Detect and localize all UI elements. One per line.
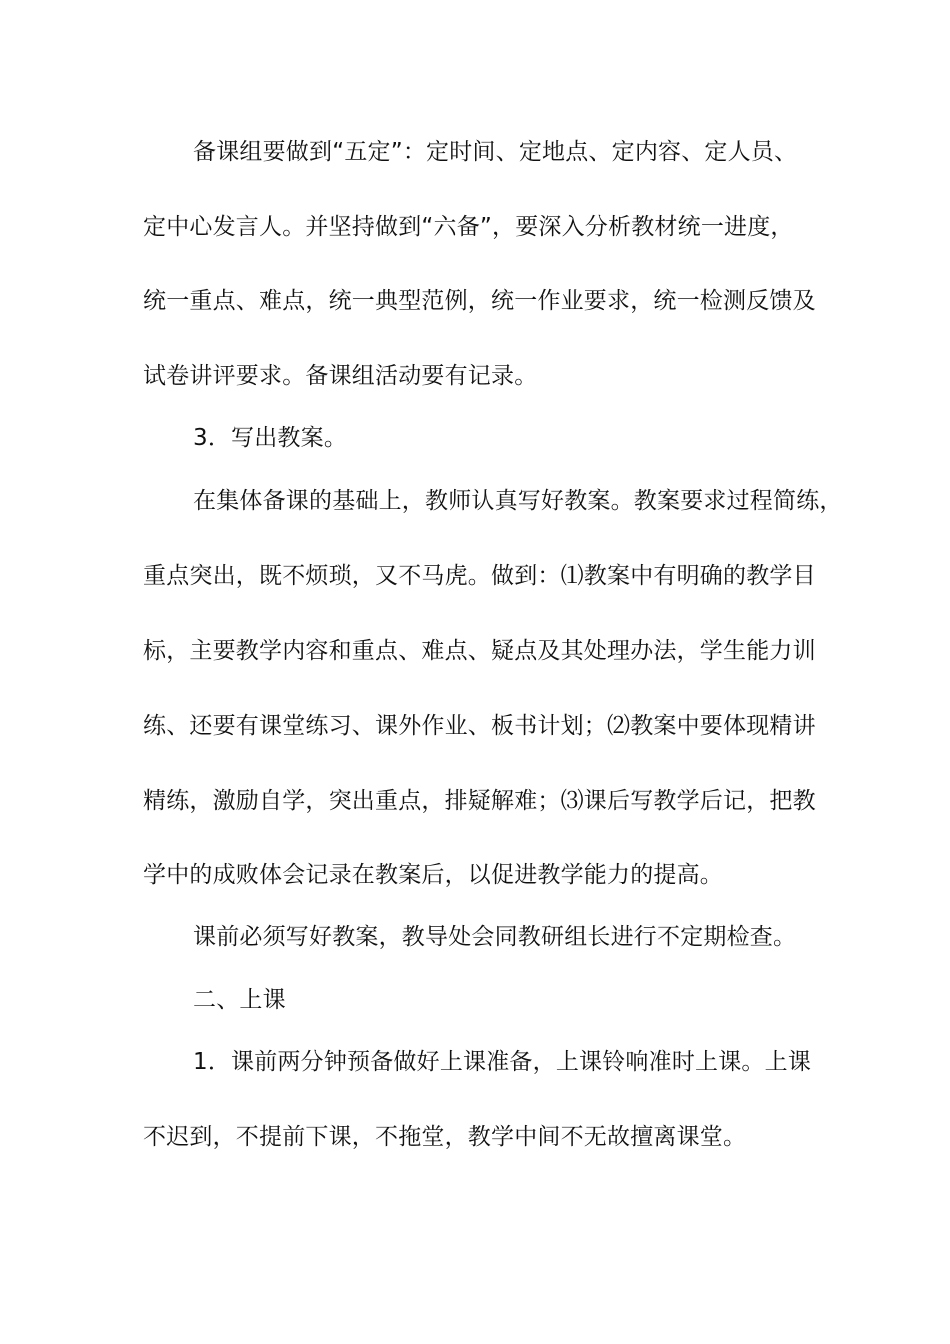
paragraph-line: 统一重点、难点，统一典型范例，统一作业要求，统一检测反馈及: [143, 288, 816, 314]
paragraph-line: 练、还要有课堂练习、课外作业、板书计划；⑵教案中要体现精讲: [143, 713, 816, 739]
paragraph-line: 课前必须写好教案，教导处会同教研组长进行不定期检查。: [193, 924, 797, 950]
paragraph-line: 精练，激励自学，突出重点，排疑解难；⑶课后写教学后记，把教: [143, 788, 816, 814]
paragraph-line: 学中的成败体会记录在教案后，以促进教学能力的提高。: [143, 862, 723, 888]
paragraph-line: 1．课前两分钟预备做好上课准备，上课铃响准时上课。上课: [193, 1049, 812, 1075]
paragraph-line: 标，主要教学内容和重点、难点、疑点及其处理办法，学生能力训: [143, 638, 816, 664]
section-heading: 3．写出教案。: [193, 425, 348, 451]
paragraph-line: 试卷讲评要求。备课组活动要有记录。: [143, 363, 538, 389]
paragraph-line: 在集体备课的基础上，教师认真写好教案。教案要求过程简练，: [193, 488, 843, 514]
paragraph-line: 备课组要做到“五定”：定时间、定地点、定内容、定人员、: [193, 139, 798, 165]
paragraph-line: 重点突出，既不烦琐，又不马虎。做到：⑴教案中有明确的教学目: [143, 563, 816, 589]
paragraph-line: 定中心发言人。并坚持做到“六备”，要深入分析教材统一进度，: [143, 214, 794, 240]
section-heading: 二、上课: [193, 987, 286, 1013]
paragraph-line: 不迟到，不提前下课，不拖堂，教学中间不无故擅离课堂。: [143, 1124, 747, 1150]
